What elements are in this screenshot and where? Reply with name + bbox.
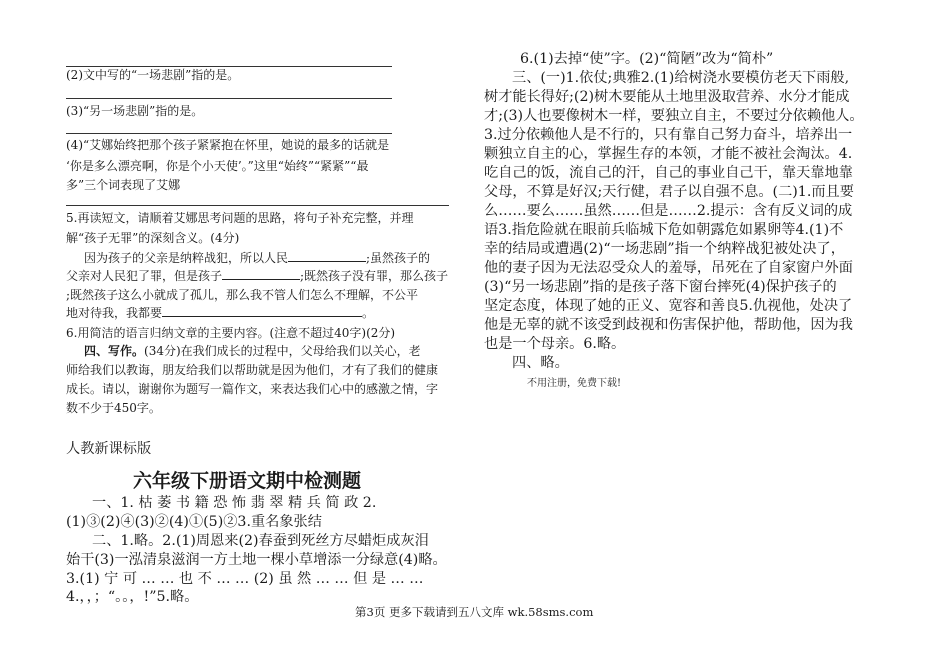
q5-text: 因为孩子的父亲是纳粹战犯，所以人民 <box>84 251 289 265</box>
q5-text: 。 <box>362 306 375 320</box>
answer-1-line-2: (1)③(2)④(3)②(4)①(5)②3.重名象张结 <box>66 514 322 530</box>
answer-line-4: 才;(3)人也要像树木一样，要独立自主，不要过分依赖他人。 <box>484 108 864 124</box>
answer-line-8: 父母，不算是好汉;天行健，君子以自强不息。(二)1.而且要 <box>484 184 854 200</box>
writing-line-4: 数不少于450字。 <box>66 401 161 415</box>
question-4-line-2: ‘你是多么漂亮啊，你是个小天使’。”这里“始终”“紧紧”“最 <box>66 159 369 173</box>
question-5-line-2: 解“孩子无罪”的深刻含义。(4分) <box>66 231 240 245</box>
fill-blank <box>222 267 300 280</box>
answer-line-13: (3)“另一场悲剧”指的是孩子落下窗台摔死(4)保护孩子的 <box>484 279 837 295</box>
writing-line-2: 师给我们以教诲，朋友给我们以帮助就是因为他们，才有了我们的健康 <box>66 363 439 377</box>
page-title: 六年级下册语文期中检测题 <box>133 470 362 492</box>
fill-blank <box>162 304 362 317</box>
answer-line <box>66 133 392 134</box>
answer-line-5: 3.过分依赖他人是不行的，只有靠自己努力奋斗，培养出一 <box>484 127 853 143</box>
answer-line <box>66 205 449 206</box>
answer-2-line-2: 始干(3)一泓清泉滋润一方土地一棵小草增添一分绿意(4)略。 <box>66 552 447 568</box>
answer-line-2: 三、(一)1.依仗;典雅2.(1)给树浇水要模仿老天下雨般, <box>512 70 850 86</box>
answer-line-7: 吃自己的饭，流自己的汗，自己的事业自己干，靠天靠地靠 <box>484 165 853 181</box>
writing-line-1 <box>84 342 421 359</box>
question-5-line-1: 5.再读短文，请顺着艾娜思考问题的思路，将句子补充完整，并理 <box>66 211 414 225</box>
writing-line-3: 成长。请以，谢谢你为题写一篇作文，来表达我们心中的感激之情，字 <box>66 382 439 396</box>
writing-text: (34分)在我们成长的过程中，父母给我们以关心，老 <box>144 344 421 358</box>
answer-line-16: 也是一个母亲。6.略。 <box>484 336 626 352</box>
answer-line-15: 他是无辜的就不该受到歧视和伤害保护他，帮助他，因为我 <box>484 317 853 333</box>
answer-line <box>66 98 392 99</box>
answer-line-14: 坚定态度，体现了她的正义、宽容和善良5.仇视他，处决了 <box>484 298 853 314</box>
question-5-line-3 <box>84 249 430 266</box>
q5-text: ;既然孩子没有罪，那么孩子 <box>300 269 449 283</box>
fill-blank <box>288 249 366 262</box>
download-note: 不用注册，免费下载! <box>527 378 622 389</box>
edition-label: 人教新课标版 <box>66 441 152 457</box>
answer-2-line-4: 4.，，；“。。，!”5.略。 <box>66 589 199 605</box>
q5-text: 地对待我，我都要 <box>66 306 163 320</box>
question-4-line-3: 多”三个词表现了艾娜 <box>66 178 181 192</box>
answer-line-9: 么……要么……虽然……但是……2.提示：含有反义词的成 <box>484 203 853 219</box>
answer-line-6: 颗独立自主的心，掌握生存的本领，才能不被社会淘汰。4. <box>484 146 853 162</box>
answer-line-12: 他的妻子因为无法忍受众人的羞辱，吊死在了自家窗户外面 <box>484 260 853 276</box>
question-5-line-6 <box>66 304 374 321</box>
answer-1-line-1: 一、1. 枯 萎 书 籍 恐 怖 翡 翠 精 兵 简 政 2. <box>92 495 377 511</box>
answer-line-11: 幸的结局或遭遇(2)“一场悲剧”指一个纳粹战犯被处决了， <box>484 241 845 257</box>
question-3: (3)“另一场悲剧”指的是。 <box>66 104 204 118</box>
q5-text: ;虽然孩子的 <box>366 251 431 265</box>
answer-2-line-3: 3.(1) 宁 可 … … 也 不 … … (2) 虽 然 … … 但 是 … … <box>66 571 424 587</box>
answer-line-10: 语3.指危险就在眼前兵临城下危如朝露危如累卵等4.(1)不 <box>484 222 844 238</box>
question-5-line-4 <box>66 267 448 284</box>
question-2: (2)文中写的“一场悲剧”指的是。 <box>66 68 240 82</box>
question-5-line-5: ;既然孩子这么小就成了孤儿，那么我不管人们怎么不理解，不公平 <box>66 288 419 302</box>
answer-2-line-1: 二、1.略。2.(1)周恩来(2)春蚕到死丝方尽蜡炬成灰泪 <box>92 533 429 549</box>
question-4-line-1: (4)“艾娜始终把那个孩子紧紧抱在怀里，她说的最多的话就是 <box>66 138 390 152</box>
q5-text: 父亲对人民犯了罪，但是孩子 <box>66 269 223 283</box>
writing-label: 四、写作。 <box>84 344 145 358</box>
answer-line-3: 树才能长得好;(2)树木要能从土地里汲取营养、水分才能成 <box>484 89 850 105</box>
question-6: 6.用简洁的语言归纳文章的主要内容。(注意不超过40字)(2分) <box>66 326 396 340</box>
answer-line-1: 6.(1)去掉“使”字。(2)“简陋”改为“简朴” <box>520 51 774 67</box>
page-footer: 第3页 更多下载请到五八文库 wk.58sms.com <box>355 605 594 619</box>
answer-line-17: 四、略。 <box>512 355 569 371</box>
